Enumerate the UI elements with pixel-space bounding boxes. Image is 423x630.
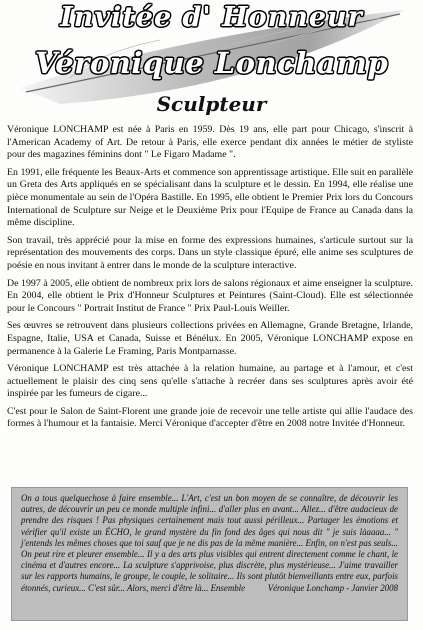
artist-name: Véronique Lonchamp bbox=[34, 46, 389, 80]
paragraph: Véronique LONCHAMP est née à Paris en 1959. Dès 19 ans, elle part pour Chicago, s'inscrit à l'American Academy of Art. De retour à Paris, elle exerce pendant dix années le métier de styliste pour des magazines féminins dont " Le Figaro Madame ". bbox=[7, 124, 413, 161]
paragraph: C'est pour le Salon de Saint-Florent une grande joie de recevoir une telle artiste qui allie l'audace des formes à l'humour et la fantaisie. Merci Véronique d'accepter d'être en 2008 notre Invitée d'Honneur. bbox=[7, 405, 413, 430]
paragraph: De 1997 à 2005, elle obtient de nombreux prix lors de salons régionaux et aime enseigner la sculpture. En 2004, elle obtient le Prix d'Honneur Sculptures et Peintures (Saint-Cloud). Elle est sélectionnée pour le Concours " Portrait Institut de France " Prix Paul-Louis Weiller. bbox=[7, 277, 413, 314]
paragraph: Véronique LONCHAMP est très attachée à la relation humaine, au partage et à l'amour, et c'est actuellement le plaisir des cinq sens qu'elle s'attache à recréer dans ses sculptures après avoir été inspirée par les fumeurs de cigare... bbox=[7, 363, 413, 400]
quote-text bbox=[21, 493, 398, 594]
quote-body: On a tous quelquechose à faire ensemble... L'Art, c'est un bon moyen de se connaître, de découvrir les autres, de découvrir un peu ce monde multiple infini... d'aller plus en avant... Allez... d'être audacieux de prendre des risques ! Pas physiques certainement mais tout aussi périlleux... Partager les émotions et vérifier qu'il existe un ÉCHO, le grand mystère du fin fond des âges qui nous dit " je suis làaaaa... " j'entends les mêmes choses que toi sauf que je ne dis pas de la même manière... Enfin, on n'est pas seuls... On peut rire et pleurer ensemble... Il y a des arts plus visibles qui entrent directement comme le chant, le cinéma et d'autres encore... La sculpture s'apprivoise, plus discrète, plus mystérieuse... J'aime travailler sur les rapports humains, le groupe, le couple, le solitaire... Ils sont plutôt bienveillants entre eux, parfois étonnés, curieux... C'est sûr... Alors, merci d'être là... Ensemble bbox=[21, 493, 398, 593]
quote-box bbox=[11, 487, 408, 621]
page-title: Invitée d' Honneur bbox=[60, 2, 363, 33]
header bbox=[0, 0, 423, 122]
artist-role: Sculpteur bbox=[156, 92, 267, 116]
paragraph: En 1991, elle fréquente les Beaux-Arts et commence son apprentissage artistique. Elle suit en parallèle un Greta des Arts appliqués en se spécialisant dans la sculpture et le dessin. En 1994, elle réalise une pièce monumentale au sein de l'Opéra Bastille. En 1995, elle obtient le Premier Prix lors du Concours International de Sculpture sur Neige et le Deuxième Prix pour l'Equipe de France au Canada dans la même discipline. bbox=[7, 166, 413, 229]
paragraph: Son travail, très apprécié pour la mise en forme des expressions humaines, s'articule surtout sur la représentation des mouvements des corps. Dans un style classique épuré, elle anime ses sculptures de poésie en nous invitant à entrer dans le monde de la sculpture interactive. bbox=[7, 234, 413, 271]
quote-signature: Véronique Lonchamp - Janvier 2008 bbox=[267, 582, 398, 593]
paragraph: Ses œuvres se retrouvent dans plusieurs collections privées en Allemagne, Grande Bretagne, Irlande, Espagne, Italie, USA et Canada, Suisse et Bénélux. En 2005, Véronique LONCHAMP expose en permanence à la Galerie Le Framing, Paris Montparnasse. bbox=[7, 320, 413, 357]
biography bbox=[7, 124, 413, 436]
